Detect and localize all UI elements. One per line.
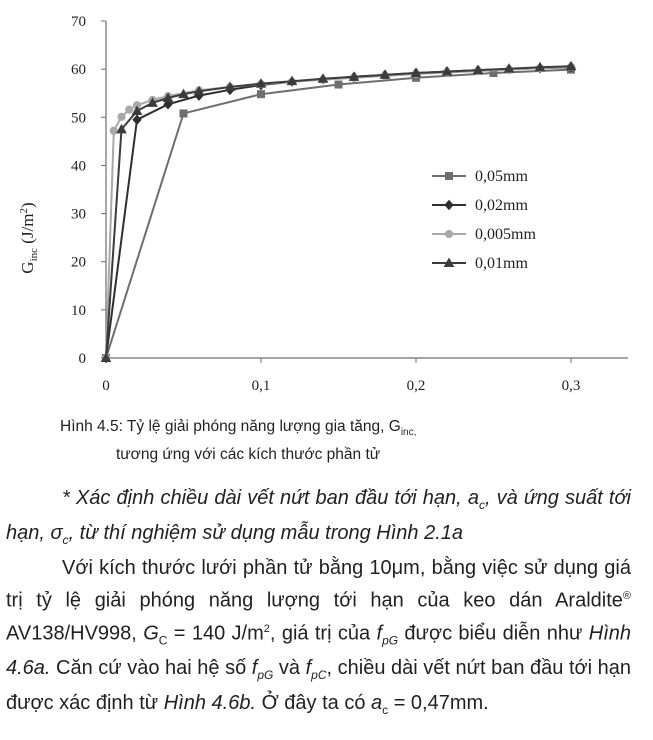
data-point: [446, 173, 453, 180]
figure-caption: [60, 416, 653, 466]
y-tick-label: 10: [71, 302, 86, 319]
y-tick-label: 60: [71, 62, 86, 79]
paragraph-critical-crack: * Xác định chiều dài vết nứt ban đầu tới hạn, $a_c$, và ứng suất tới hạn, $\sigma_c$, từ thí nghiệm sử dụng mẫu trong Hình 2.1a: [6, 487, 631, 547]
legend-label: 0,005mm: [475, 226, 536, 243]
y-tick-label: 70: [71, 14, 86, 30]
data-point: [445, 230, 452, 237]
legend-item: [432, 168, 528, 185]
y-axis-label: $G_{inc}$ $(J/m^2)$: [18, 202, 40, 274]
legend-item: [432, 226, 536, 243]
legend-label: 0,01mm: [475, 255, 528, 272]
data-point: [118, 113, 125, 120]
y-tick-label: 40: [71, 158, 86, 175]
chart-axes: [106, 21, 628, 358]
x-tick-label: 0,1: [251, 378, 271, 394]
caption-line-2: tương ứng với các kích thước phần tử: [116, 446, 381, 464]
legend-label: 0,02mm: [475, 197, 528, 214]
x-tick-label: 0,3: [561, 378, 581, 394]
x-tick-label: 0,2: [406, 378, 426, 394]
caption-line-1: Hình 4.5: Tỷ lệ giải phóng năng lượng gia tăng, $G_{inc,}$: [60, 418, 417, 439]
y-tick-label: 0: [78, 351, 86, 367]
x-tick-label: 0: [102, 378, 110, 394]
y-tick-label: 20: [71, 254, 86, 271]
paragraph-mesh-size: Với kích thước lưới phần tử bằng 10μm, bằng việc sử dụng giá trị tỷ lệ giải phóng năng lượng tới hạn của keo dán Araldite® AV138/HV998, $G_C = 140$ $J/m^2$, giá trị của $f_{pG}$ được biểu diễn như Hình 4.6a. Căn cứ vào hai hệ số $f_{pG}$ và $f_{pC}$, chiều dài vết nứt ban đầu tới hạn được xác định từ Hình 4.6b. Ở đây ta có $a_c = 0,47mm$.: [6, 557, 632, 718]
data-point: [258, 91, 265, 98]
legend-item: [432, 197, 528, 214]
body-text: [6, 484, 631, 724]
y-tick-label: 30: [71, 206, 86, 223]
legend-item: [432, 255, 528, 272]
data-point: [180, 110, 187, 117]
data-point: [126, 106, 133, 113]
data-point: [133, 115, 141, 124]
data-point: [335, 81, 342, 88]
chart-legend: [432, 168, 536, 272]
y-tick-label: 50: [71, 110, 86, 127]
legend-label: 0,05mm: [475, 168, 528, 185]
data-point: [445, 201, 453, 210]
